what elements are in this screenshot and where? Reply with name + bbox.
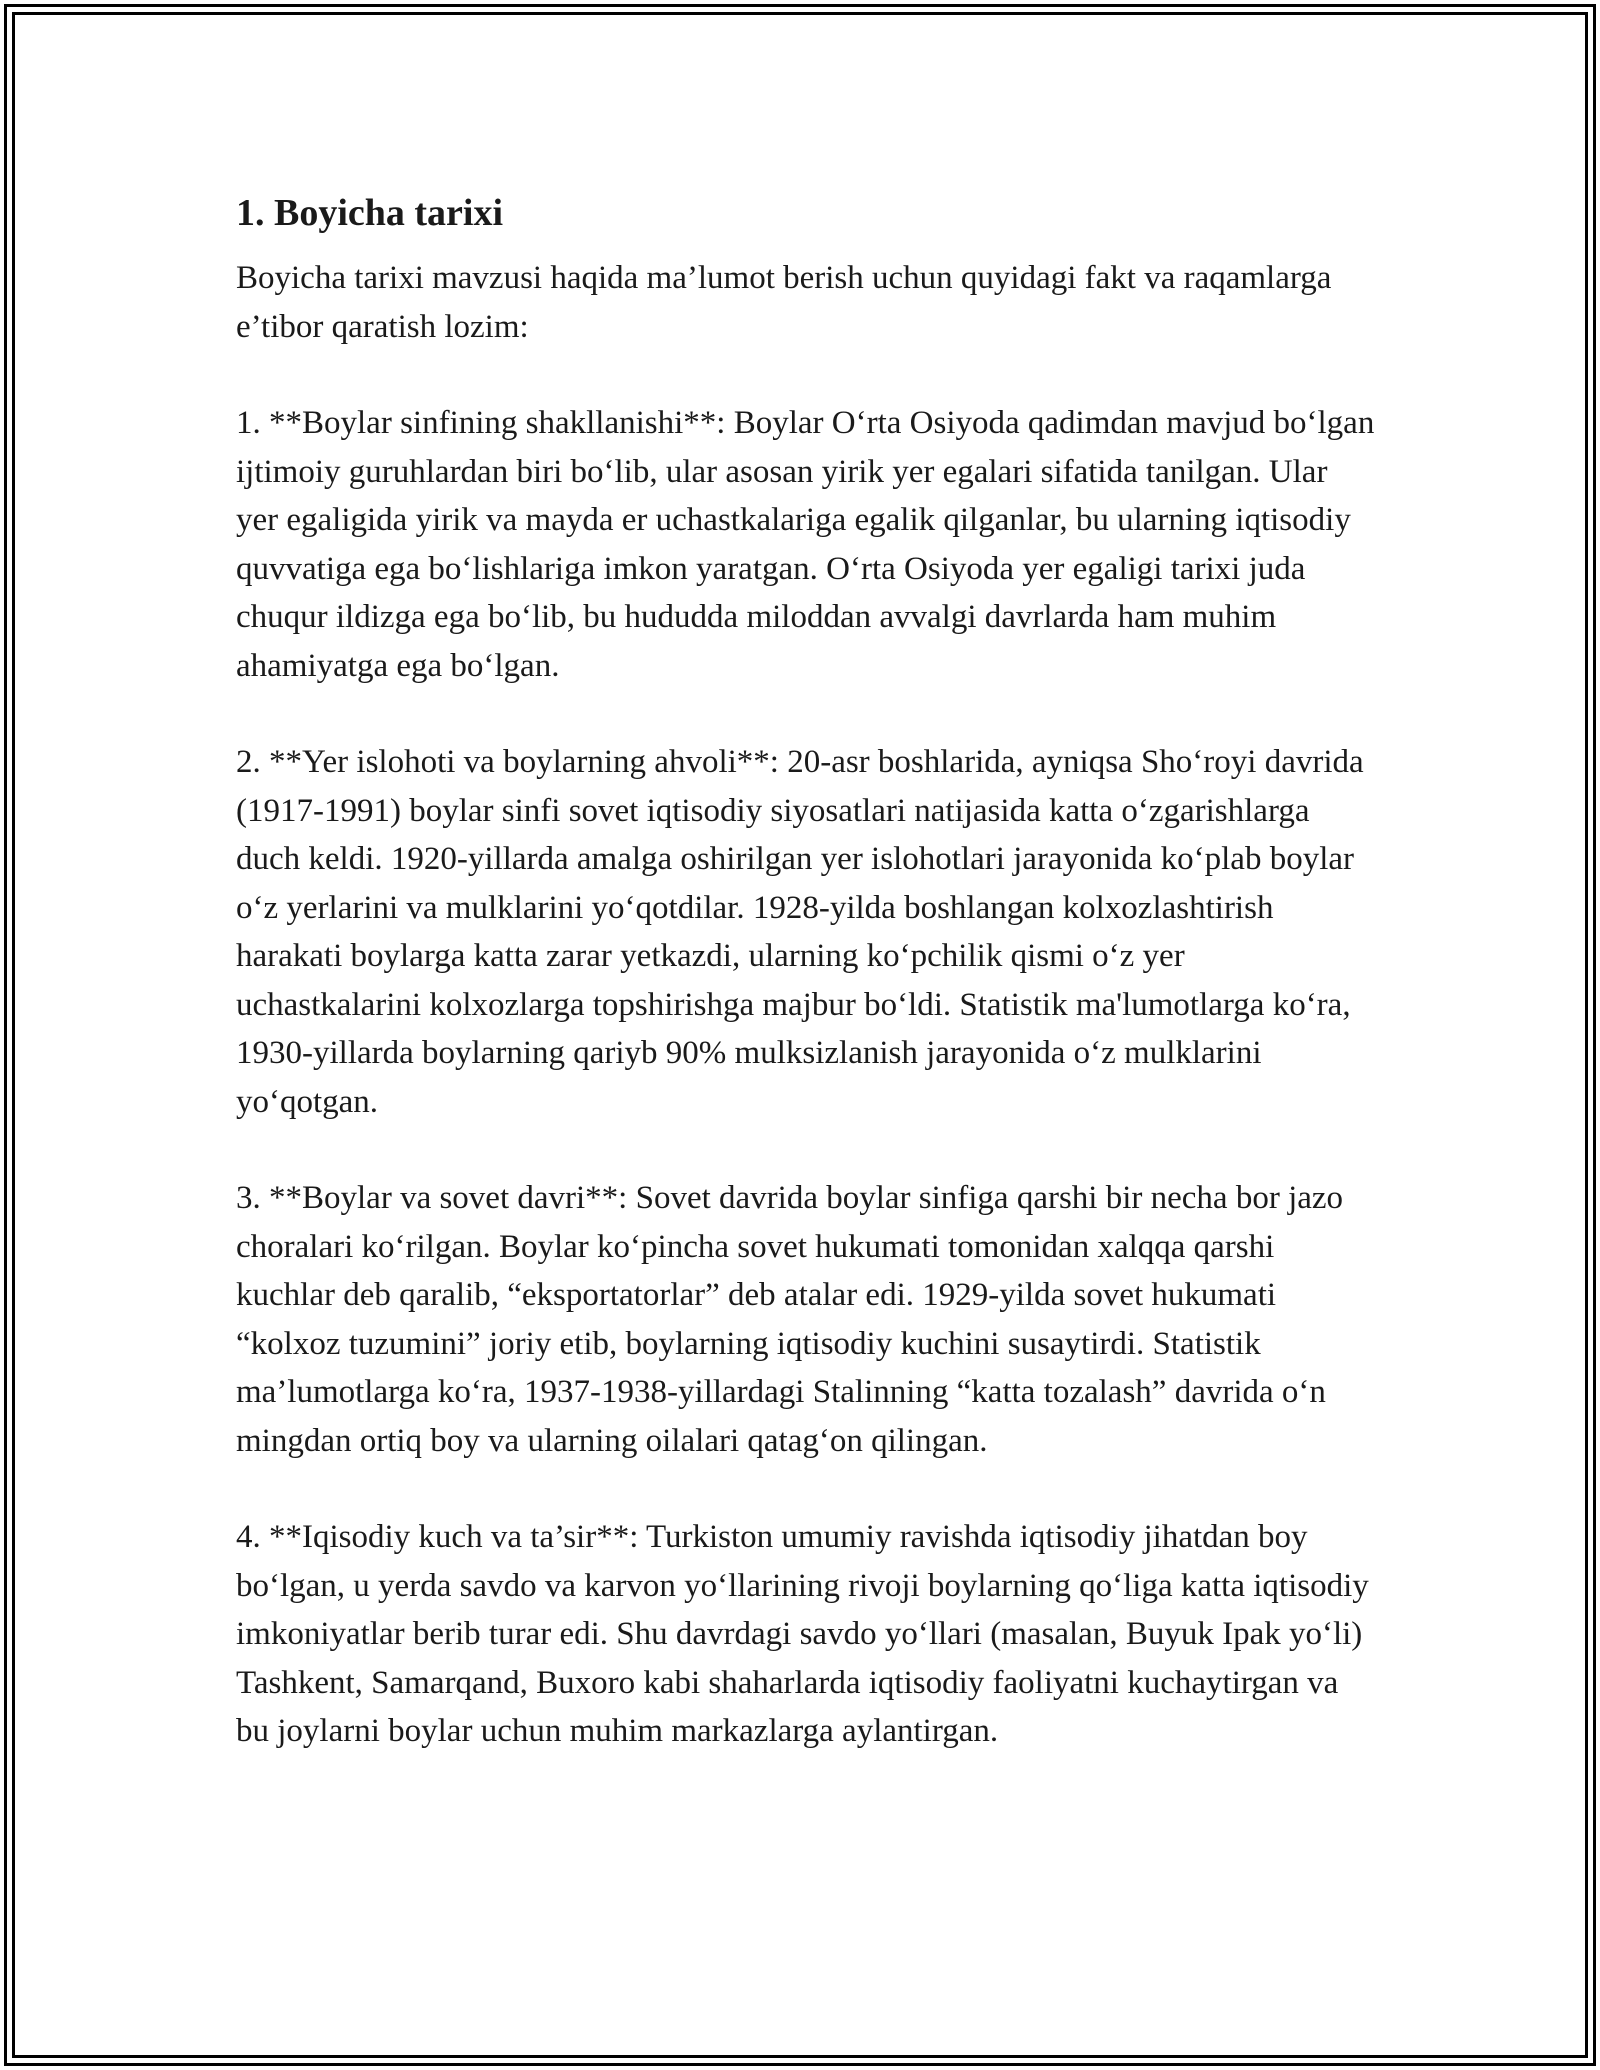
intro-paragraph: Boyicha tarixi mavzusi haqida ma’lumot berish uchun quyidagi fakt va raqamlarga e’tibor qaratish lozim: xyxy=(236,260,1332,345)
paragraph-yer-islohoti: 2. **Yer islohoti va boylarning ahvoli**: 20-asr boshlarida, ayniqsa Sho‘royi davrida (1917-1991) boylar sinfi sovet iqtisodiy siyosatlari natijasida katta o‘zgarishlarga duch keldi. 1920-yillarda amalga oshirilgan yer islohotlari jarayonida ko‘plab boylar o‘z yerlarini va mulklarini yo‘qotdilar. 1928-yilda boshlangan kolxozlashtirish harakati boylarga katta zarar yetkazdi, ularning ko‘pchilik qismi o‘z yer uchastkalarini kolxozlarga topshirishga majbur bo‘ldi. Statistik ma'lumotlarga ko‘ra, 1930-yillarda boylarning qariyb 90% mulksizlanish jarayonida o‘z mulklarini yo‘qotgan. xyxy=(236,744,1364,1120)
paragraph-sovet-davri: 3. **Boylar va sovet davri**: Sovet davrida boylar sinfiga qarshi bir necha bor jazo choralari ko‘rilgan. Boylar ko‘pincha sovet hukumati tomonidan xalqqa qarshi kuchlar deb qaralib, “eksportatorlar” deb atalar edi. 1929-yilda sovet hukumati “kolxoz tuzumini” joriy etib, boylarning iqtisodiy kuchini susaytirdi. Statistik ma’lumotlarga ko‘ra, 1937-1938-yillardagi Stalinning “katta tozalash” davrida o‘n mingdan ortiq boy va ularning oilalari qatag‘on qilingan. xyxy=(236,1180,1344,1459)
section-heading: 1. Boyicha tarixi xyxy=(236,192,504,234)
document-body xyxy=(236,186,1376,1804)
paragraph-boylar-sinfi: 1. **Boylar sinfining shakllanishi**: Boylar O‘rta Osiyoda qadimdan mavjud bo‘lgan ijtimoiy guruhlardan biri bo‘lib, ular asosan yirik yer egalari sifatida tanilgan. Ular yer egaligida yirik va mayda er uchastkalariga egalik qilganlar, bu ularning iqtisodiy quvvatiga ega bo‘lishlariga imkon yaratgan. O‘rta Osiyoda yer egaligi tarixi juda chuqur ildizga ega bo‘lib, bu hududda miloddan avvalgi davrlarda ham muhim ahamiyatga ega bo‘lgan. xyxy=(236,405,1375,684)
paragraph-iqtisodiy-kuch: 4. **Iqisodiy kuch va ta’sir**: Turkiston umumiy ravishda iqtisodiy jihatdan boy bo‘lgan, u yerda savdo va karvon yo‘llarining rivoji boylarning qo‘liga katta iqtisodiy imkoniyatlar berib turar edi. Shu davrdagi savdo yo‘llari (masalan, Buyuk Ipak yo‘li) Tashkent, Samarqand, Buxoro kabi shaharlarda iqtisodiy faoliyatni kuchaytirgan va bu joylarni boylar uchun muhim markazlarga aylantirgan. xyxy=(236,1519,1369,1749)
